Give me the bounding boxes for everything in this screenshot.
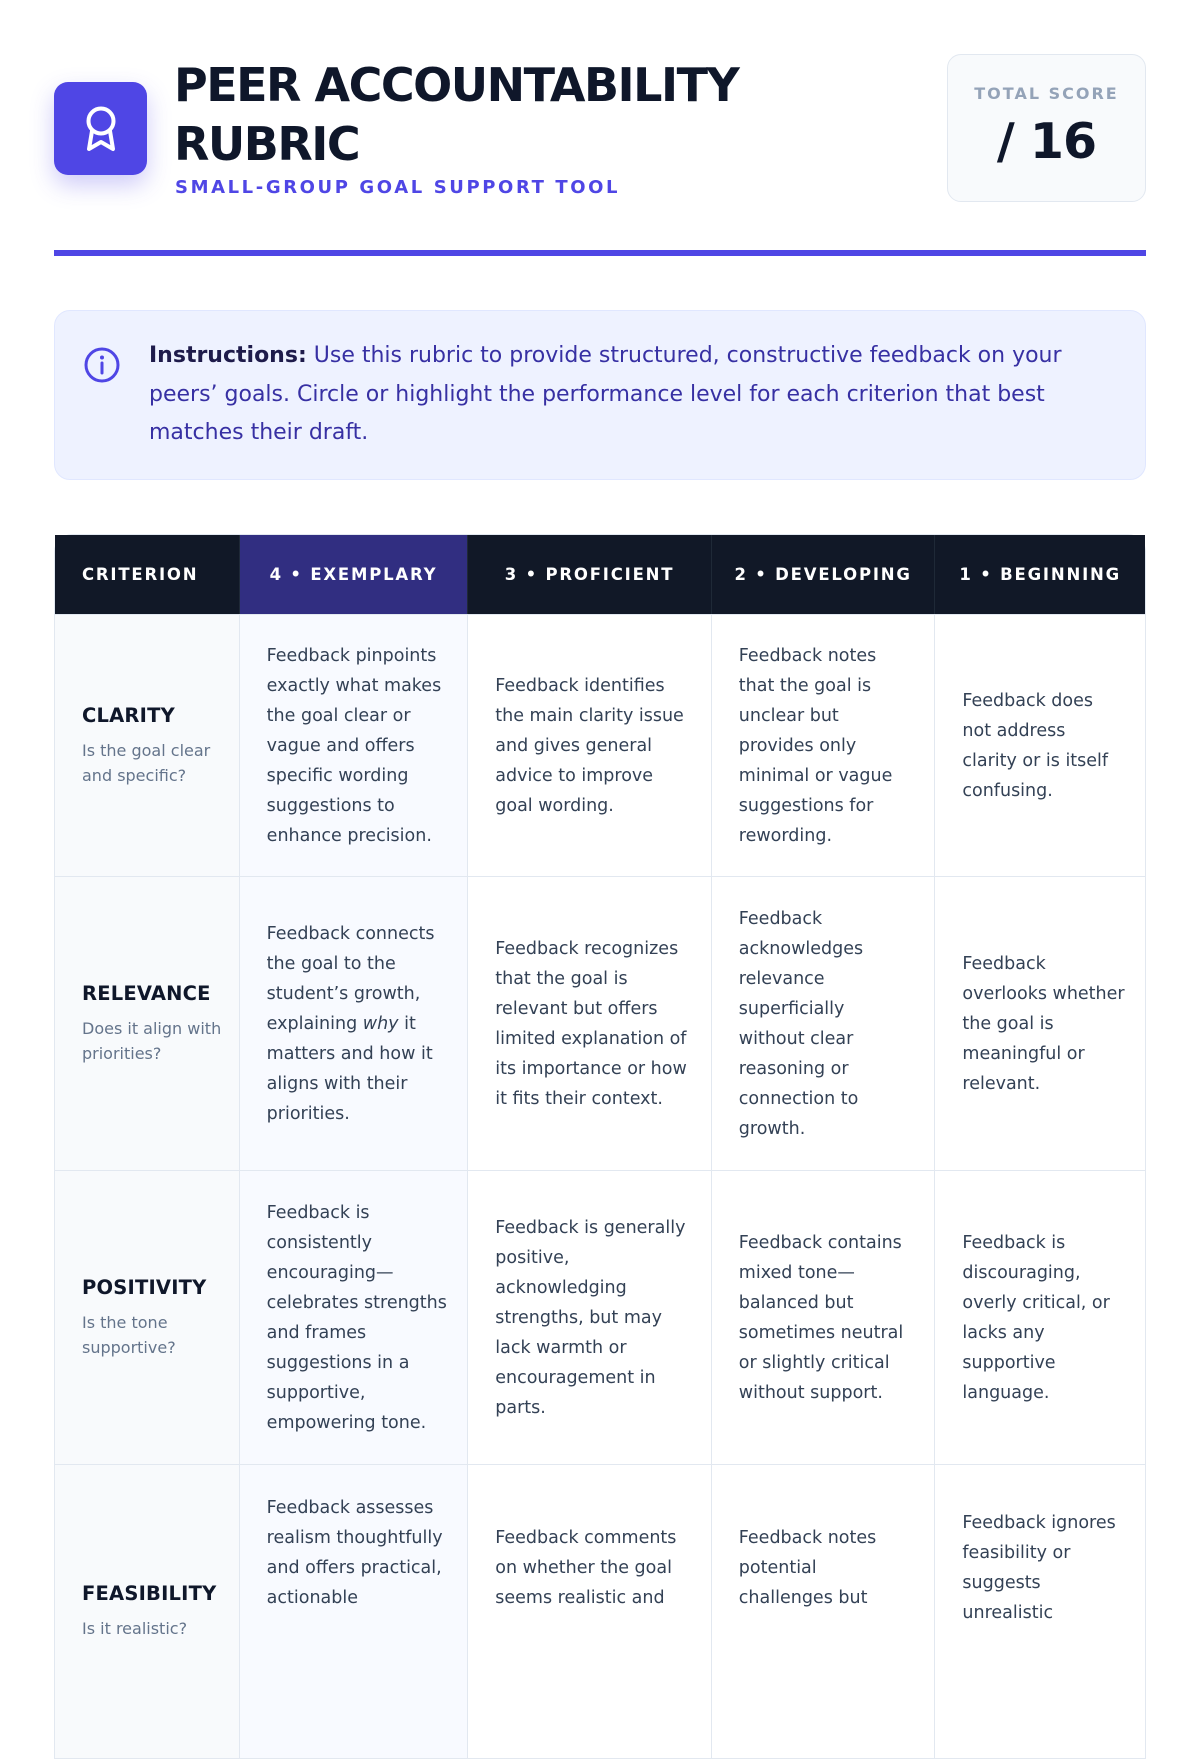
page-subtitle: SMALL-GROUP GOAL SUPPORT TOOL (175, 177, 621, 198)
table-row (55, 1464, 1145, 1758)
criterion-question: Does it align with priorities? (82, 1018, 222, 1063)
table-row (55, 614, 1145, 876)
total-score-card (947, 54, 1146, 202)
criterion-name: FEASIBILITY (82, 1582, 217, 1605)
level-cell-developing[interactable]: Feedback acknowledges relevance superficially without clear reasoning or connection to growth. (712, 877, 936, 1170)
instructions-box (54, 310, 1146, 480)
info-icon (83, 346, 121, 384)
level-cell-beginning[interactable]: Feedback is discouraging, overly critical, or lacks any supportive language. (962, 1232, 1110, 1403)
column-header-proficient: 3 • PROFICIENT (468, 535, 712, 614)
level-cell-proficient[interactable]: Feedback recognizes that the goal is relevant but offers limited explanation of its importance or how it fits their context. (468, 877, 712, 1170)
criterion-cell-feasibility (55, 1465, 240, 1758)
level-cell-beginning[interactable]: Feedback overlooks whether the goal is meaningful or relevant. (962, 953, 1125, 1094)
level-cell-beginning[interactable]: Feedback ignores feasibility or suggests unrealistic (962, 1513, 1116, 1623)
level-cell-proficient[interactable]: Feedback comments on whether the goal seems realistic and (468, 1465, 712, 1758)
level-cell-exemplary[interactable]: Feedback is consistently encouraging—celebrates strengths and frames suggestions in a supportive, empowering tone. (240, 1171, 469, 1464)
level-cell-proficient[interactable]: Feedback is generally positive, acknowledging strengths, but may lack warmth or encouragement in parts. (468, 1171, 712, 1464)
rubric-table (54, 534, 1146, 1759)
table-row (55, 1170, 1145, 1464)
criterion-name: RELEVANCE (82, 981, 211, 1005)
criterion-question: Is the goal clear and specific? (82, 740, 211, 785)
total-score-label: TOTAL SCORE (974, 84, 1119, 103)
level-text-before: Feedback connects the goal to the student’s growth, explaining (266, 923, 435, 1034)
page-header (54, 54, 1146, 250)
column-header-exemplary: 4 • EXEMPLARY (240, 535, 469, 614)
instructions-lead: Instructions: (149, 343, 307, 368)
table-row (55, 876, 1145, 1170)
criterion-cell-clarity (55, 615, 240, 876)
level-cell-proficient[interactable]: Feedback identifies the main clarity issue and gives general advice to improve goal wording. (468, 615, 712, 876)
criterion-cell-positivity (55, 1171, 240, 1464)
column-header-developing: 2 • DEVELOPING (712, 535, 936, 614)
level-cell-exemplary[interactable]: Feedback pinpoints exactly what makes the goal clear or vague and offers specific wording suggestions to enhance precision. (240, 615, 469, 876)
column-header-criterion: CRITERION (55, 535, 240, 614)
total-score-value: / 16 (996, 113, 1097, 170)
logo-badge (54, 82, 147, 175)
criterion-question: Is it realistic? (82, 1619, 188, 1638)
level-cell-developing[interactable]: Feedback contains mixed tone—balanced but sometimes neutral or slightly critical without support. (712, 1171, 936, 1464)
table-header-row (55, 535, 1145, 614)
award-ribbon-icon (81, 104, 121, 154)
header-divider (54, 250, 1146, 256)
column-header-beginning: 1 • BEGINNING (959, 565, 1121, 584)
level-cell-beginning[interactable]: Feedback does not address clarity or is itself confusing. (962, 690, 1109, 801)
criterion-question: Is the tone supportive? (82, 1312, 176, 1357)
instructions-text (149, 337, 1075, 453)
level-cell-developing[interactable]: Feedback notes that the goal is unclear but provides only minimal or vague suggestions for rewording. (712, 615, 936, 876)
page-title: PEER ACCOUNTABILITY RUBRIC (174, 58, 739, 171)
criterion-name: CLARITY (82, 703, 175, 727)
level-text-emphasis: why (362, 1013, 399, 1034)
level-cell-exemplary[interactable]: Feedback assesses realism thoughtfully and offers practical, actionable (240, 1465, 469, 1758)
level-cell-developing[interactable]: Feedback notes potential challenges but (712, 1465, 936, 1758)
instructions-body: Use this rubric to provide structured, constructive feedback on your peers’ goals. Circle or highlight the performance level for each criterion that best matches their draft. (149, 343, 1062, 445)
level-cell-exemplary[interactable] (240, 877, 469, 1170)
level-text-after: it matters and how it aligns with their priorities. (266, 1013, 433, 1124)
criterion-name: POSITIVITY (82, 1275, 207, 1299)
criterion-cell-relevance (55, 877, 240, 1170)
